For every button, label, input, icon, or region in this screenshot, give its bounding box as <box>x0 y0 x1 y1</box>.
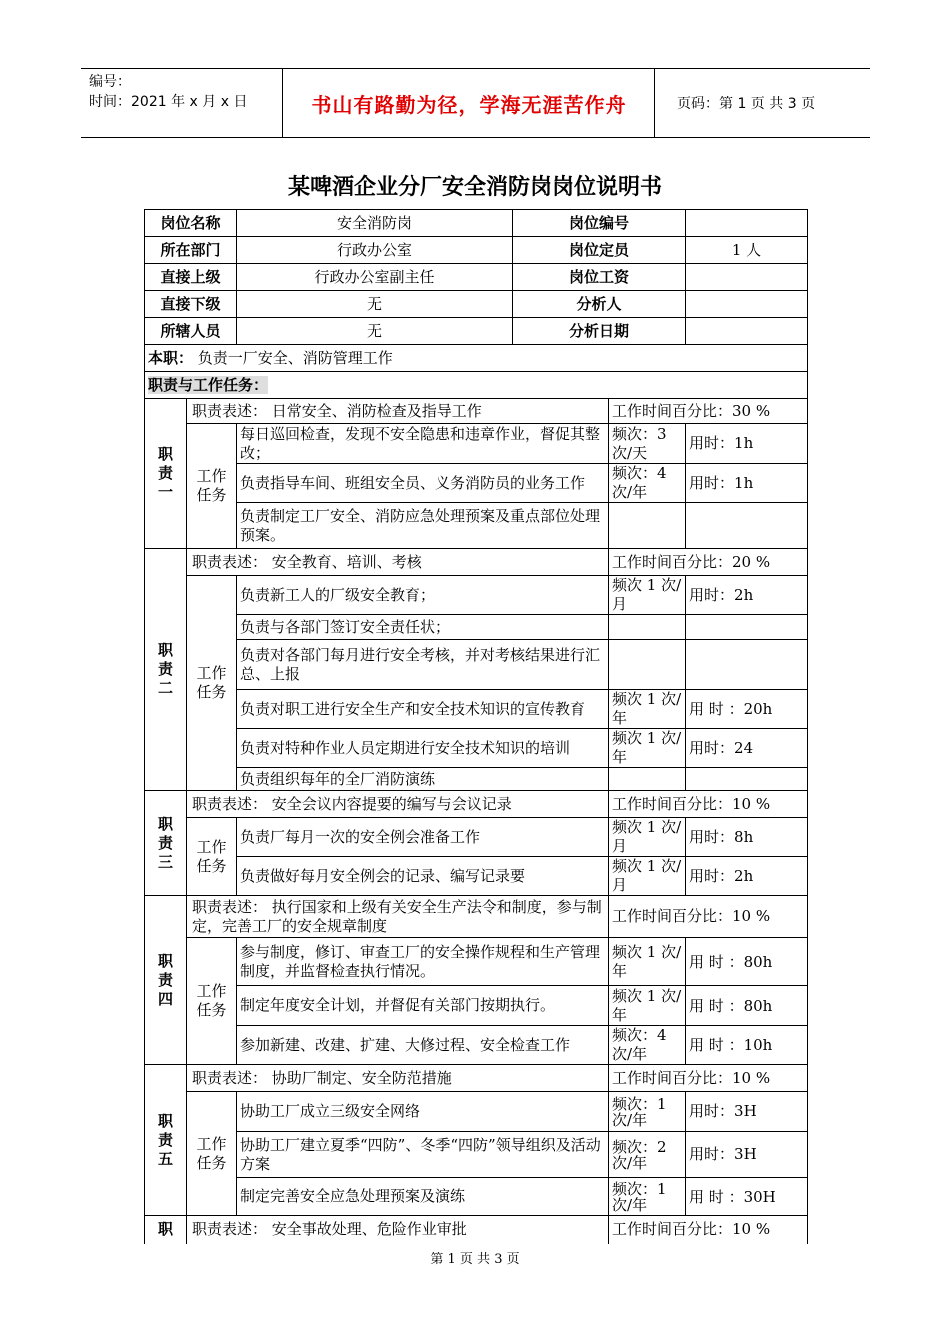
task-duration: 用时：2h <box>686 576 808 615</box>
task-text: 负责组织每年的全厂消防演练 <box>237 768 609 791</box>
duty-percent: 工作时间百分比：20 % <box>609 549 808 576</box>
duty-desc-row <box>145 791 808 818</box>
duty-name: 职 <box>157 1220 173 1239</box>
duty-desc-row <box>145 399 808 424</box>
info-row <box>145 264 808 291</box>
duties-header-label: 职责与工作任务： <box>148 375 269 394</box>
task-text: 负责指导车间、班组安全员、义务消防员的业务工作 <box>237 464 609 503</box>
task-label <box>187 938 237 1065</box>
duty-desc-row <box>145 549 808 576</box>
task-duration <box>686 640 808 690</box>
task-duration <box>686 503 808 549</box>
duty-percent: 工作时间百分比：10 % <box>609 1065 808 1092</box>
info-value: 1 人 <box>686 237 808 264</box>
task-duration: 用 时 ：10h <box>686 1026 808 1065</box>
task-row <box>145 424 808 464</box>
main-duty-row <box>145 345 808 372</box>
task-frequency: 频次 1 次/月 <box>609 857 686 896</box>
task-frequency <box>609 768 686 791</box>
duties-header <box>145 372 808 399</box>
task-duration: 用 时 ：20h <box>686 690 808 729</box>
header-code: 编号： <box>89 74 131 90</box>
info-value <box>686 291 808 318</box>
duty-name: 职责二 <box>158 641 174 697</box>
info-label: 所辖人员 <box>145 318 237 345</box>
duty-label <box>145 1065 187 1216</box>
info-value: 行政办公室 <box>237 237 513 264</box>
info-row <box>145 210 808 237</box>
task-row <box>145 1026 808 1065</box>
info-label: 岗位工资 <box>513 264 686 291</box>
duty-name: 职责三 <box>158 814 174 871</box>
duty-label <box>145 399 187 549</box>
duty-name: 职责五 <box>158 1111 174 1168</box>
duty-name: 职责一 <box>158 445 174 501</box>
task-text: 协助工厂建立夏季“四防”、冬季“四防”领导组织及活动方案 <box>237 1132 609 1178</box>
task-duration: 用 时 ：80h <box>686 986 808 1026</box>
duty-percent: 工作时间百分比：10 % <box>609 791 808 818</box>
header-page <box>665 69 870 137</box>
task-text: 参与制度，修订、审查工厂的安全操作规程和生产管理制度，并监督检查执行情况。 <box>237 938 609 986</box>
info-value <box>686 264 808 291</box>
duty-desc: 职责表述： 安全事故处理、危险作业审批 <box>187 1216 609 1244</box>
duty-percent: 工作时间百分比：30 % <box>609 399 808 424</box>
task-frequency: 频次：4 次/年 <box>609 464 686 503</box>
task-duration: 用时：3H <box>686 1132 808 1178</box>
task-row <box>145 576 808 615</box>
task-duration <box>686 615 808 640</box>
info-label: 所在部门 <box>145 237 237 264</box>
task-frequency: 频次：2 次/年 <box>609 1132 686 1178</box>
main-duty-label: 本职： <box>148 348 194 367</box>
duty-desc: 职责表述： 协助厂制定、安全防范措施 <box>187 1065 609 1092</box>
info-row <box>145 291 808 318</box>
info-value: 行政办公室副主任 <box>237 264 513 291</box>
task-frequency: 频次 1 次/月 <box>609 818 686 857</box>
task-frequency: 频次：1 次/年 <box>609 1178 686 1216</box>
info-row <box>145 237 808 264</box>
info-value: 安全消防岗 <box>237 210 513 237</box>
duty-desc: 职责表述： 安全教育、培训、考核 <box>187 549 609 576</box>
task-duration: 用时：2h <box>686 857 808 896</box>
task-label-text: 工作任务 <box>196 664 227 701</box>
task-duration: 用时：1h <box>686 424 808 464</box>
info-label: 岗位定员 <box>513 237 686 264</box>
task-row <box>145 640 808 690</box>
task-label-text: 工作任务 <box>196 1134 227 1172</box>
document-title: 某啤酒企业分厂安全消防岗岗位说明书 <box>287 175 662 200</box>
duty-label <box>145 549 187 791</box>
task-text: 负责新工人的厂级安全教育； <box>237 576 609 615</box>
job-description-table <box>144 209 808 1244</box>
task-row <box>145 768 808 791</box>
task-frequency <box>609 615 686 640</box>
task-frequency <box>609 640 686 690</box>
duty-desc: 职责表述： 执行国家和上级有关安全生产法令和制度，参与制定，完善工厂的安全规章制度 <box>187 896 609 938</box>
task-duration: 用时：8h <box>686 818 808 857</box>
task-text: 负责厂每月一次的安全例会准备工作 <box>237 818 609 857</box>
header-time: 时间：2021 年 x 月 x 日 <box>89 94 248 110</box>
page-header <box>81 68 870 138</box>
info-label: 岗位名称 <box>145 210 237 237</box>
page-footer: 第 1 页 共 3 页 <box>430 1252 520 1267</box>
header-page-label: 页码：第 1 页 共 3 页 <box>677 96 816 112</box>
task-duration <box>686 768 808 791</box>
task-label-text: 工作任务 <box>196 982 227 1019</box>
task-text: 负责与各部门签订安全责任状； <box>237 615 609 640</box>
task-frequency: 频次 1 次/年 <box>609 986 686 1026</box>
main-duty <box>145 345 808 372</box>
duty-percent: 工作时间百分比：10 % <box>609 896 808 938</box>
info-row <box>145 318 808 345</box>
header-motto: 书山有路勤为径，学海无涯苦作舟 <box>284 69 655 137</box>
task-row <box>145 986 808 1026</box>
task-frequency <box>609 503 686 549</box>
task-duration: 用 时 ：80h <box>686 938 808 986</box>
task-frequency: 频次：3 次/天 <box>609 424 686 464</box>
task-frequency: 频次 1 次/年 <box>609 938 686 986</box>
task-row <box>145 1178 808 1216</box>
duty-label <box>145 791 187 896</box>
task-row <box>145 857 808 896</box>
task-duration: 用时：1h <box>686 464 808 503</box>
info-value <box>686 210 808 237</box>
duty-desc-row <box>145 1065 808 1092</box>
task-row <box>145 615 808 640</box>
header-meta <box>81 69 283 137</box>
task-row <box>145 729 808 768</box>
task-text: 制定年度安全计划，并督促有关部门按期执行。 <box>237 986 609 1026</box>
task-row <box>145 938 808 986</box>
duties-header-row <box>145 372 808 399</box>
task-row <box>145 690 808 729</box>
task-frequency: 频次：4 次/年 <box>609 1026 686 1065</box>
main-duty-text: 负责一厂安全、消防管理工作 <box>197 348 393 367</box>
task-row <box>145 464 808 503</box>
task-frequency: 频次：1 次/年 <box>609 1092 686 1132</box>
info-label: 分析日期 <box>513 318 686 345</box>
task-frequency: 频次 1 次/月 <box>609 576 686 615</box>
task-label <box>187 424 237 549</box>
task-text: 负责做好每月安全例会的记录、编写记录要 <box>237 857 609 896</box>
info-label: 分析人 <box>513 291 686 318</box>
duty-desc-row <box>145 896 808 938</box>
duty-desc: 职责表述： 安全会议内容提要的编写与会议记录 <box>187 791 609 818</box>
task-text: 负责对各部门每月进行安全考核，并对考核结果进行汇总、上报 <box>237 640 609 690</box>
task-text: 协助工厂成立三级安全网络 <box>237 1092 609 1132</box>
info-value <box>686 318 808 345</box>
task-text: 参加新建、改建、扩建、大修过程、安全检查工作 <box>237 1026 609 1065</box>
info-label: 岗位编号 <box>513 210 686 237</box>
task-label <box>187 1092 237 1216</box>
duty-percent: 工作时间百分比：10 % <box>609 1216 808 1244</box>
info-label: 直接下级 <box>145 291 237 318</box>
duty-desc-row <box>145 1216 808 1244</box>
task-row <box>145 1132 808 1178</box>
duty-desc: 职责表述： 日常安全、消防检查及指导工作 <box>187 399 609 424</box>
task-duration: 用 时 ：30H <box>686 1178 808 1216</box>
task-label-text: 工作任务 <box>196 837 227 875</box>
task-row <box>145 1092 808 1132</box>
duty-label <box>145 896 187 1065</box>
duty-label <box>145 1216 187 1244</box>
task-text: 负责对特种作业人员定期进行安全技术知识的培训 <box>237 729 609 768</box>
task-label <box>187 818 237 896</box>
task-duration: 用时：24 <box>686 729 808 768</box>
task-row <box>145 503 808 549</box>
task-text: 每日巡回检查，发现不安全隐患和违章作业，督促其整改； <box>237 424 609 464</box>
task-label <box>187 576 237 791</box>
task-text: 负责制定工厂安全、消防应急处理预案及重点部位处理预案。 <box>237 503 609 549</box>
task-text: 负责对职工进行安全生产和安全技术知识的宣传教育 <box>237 690 609 729</box>
info-value: 无 <box>237 318 513 345</box>
task-text: 制定完善安全应急处理预案及演练 <box>237 1178 609 1216</box>
info-label: 直接上级 <box>145 264 237 291</box>
task-frequency: 频次 1 次/年 <box>609 690 686 729</box>
duty-name: 职责四 <box>158 951 174 1008</box>
task-label-text: 工作任务 <box>196 467 227 504</box>
info-value: 无 <box>237 291 513 318</box>
task-frequency: 频次 1 次/年 <box>609 729 686 768</box>
task-row <box>145 818 808 857</box>
task-duration: 用时：3H <box>686 1092 808 1132</box>
